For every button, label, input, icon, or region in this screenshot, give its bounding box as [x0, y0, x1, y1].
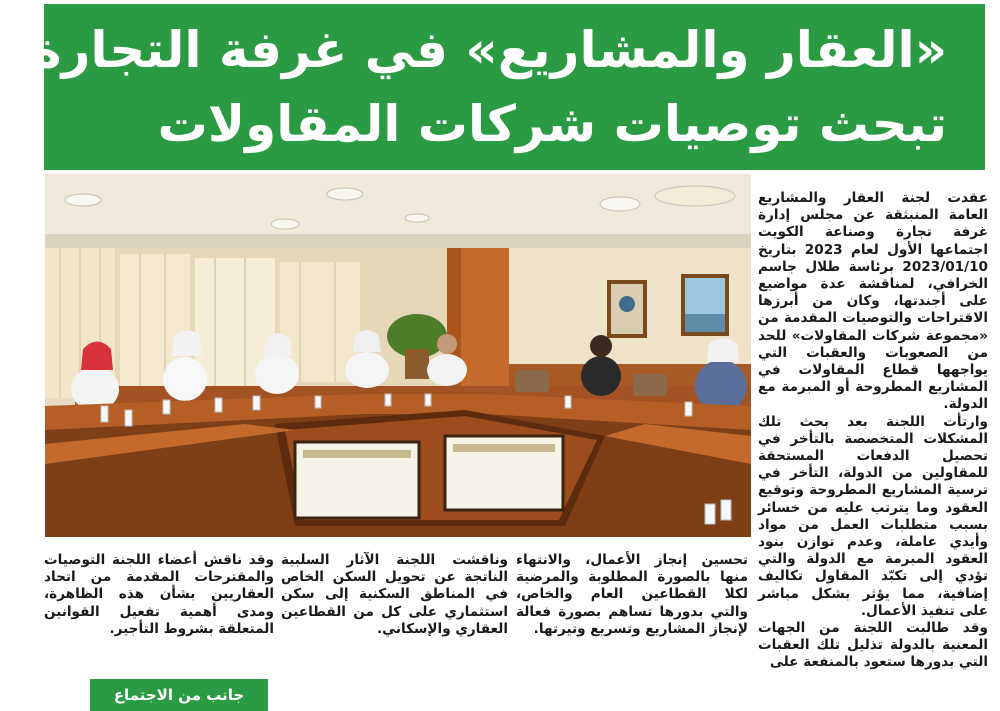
- headline-banner: [32, 4, 985, 170]
- article-column-right: [758, 190, 988, 671]
- article-paragraph-5: وناقشت اللجنة الآثار السلبية الناتجة عن تحويل السكن الخاص في المناطق السكنية إلى سكن استثماري على كل من القطاعين العقاري والإسكاني.: [281, 552, 508, 637]
- article-column-bottom-2: [281, 552, 508, 659]
- article-paragraph-3: وقد طالبت اللجنة من الجهات المعنية بالدولة تذليل تلك العقبات التي بدورها ستعود بالمنفعة على: [758, 620, 988, 671]
- article-column-bottom-3: [44, 552, 274, 659]
- headline-line-2: تبحث توصيات شركات المقاولات: [157, 95, 947, 153]
- article-paragraph-2: وارتأت اللجنة بعد بحث تلك المشكلات المتخصصة بالتأخر في تحصيل الدفعات المستحقة للمقاولين من الدولة، التأخر في ترسية المشاريع المطروحة وتوقيع العقود وما يترتب عليه من خسائر بسبب متطلبات العمل من مواد وأيدي عاملة، وعدم توازن بنود العقود المبرمة مع الدولة والتي تؤدي إلى تكبّد المقاول تكاليف إضافية، مما يؤثر بشكل مباشر على تنفيذ الأعمال.: [758, 413, 988, 619]
- article-paragraph-4: تحسين إنجاز الأعمال، والانتهاء منها بالصورة المطلوبة والمرضية لكلا القطاعين العام والخاص، والتي بدورها تساهم بصورة فعالة لإنجاز المشاريع وتسريع وتيرتها.: [516, 552, 748, 637]
- article-column-bottom-1: [516, 552, 748, 659]
- article-paragraph-6: وقد ناقش أعضاء اللجنة التوصيات والمقترحات المقدمة من اتحاد العقاريين بشأن هذه الظاهرة، ومدى أهمية تفعيل القوانين المتعلقة بشروط التأجير.: [44, 552, 274, 637]
- article-paragraph-1: عقدت لجنة العقار والمشاريع العامة المنبثقة عن مجلس إدارة غرفة تجارة وصناعة الكويت اجتماعها الأول لعام 2023 بتاريخ 2023/01/10 برئاسة طلال جاسم الخرافي، لمناقشة عدة مواضيع على أجندتها، وكان من أبرزها الاقتراحات والتوصيات المقدمة من «مجموعة شركات المقاولات» للحد من الصعوبات والعقبات التي يواجهها قطاع المقاولات في المشاريع المطروحة أو المبرمة مع الدولة.: [758, 190, 988, 413]
- headline-line-1: «العقار والمشاريع» في غرفة التجارة: [32, 21, 947, 79]
- photo-caption: جانب من الاجتماع: [90, 679, 268, 711]
